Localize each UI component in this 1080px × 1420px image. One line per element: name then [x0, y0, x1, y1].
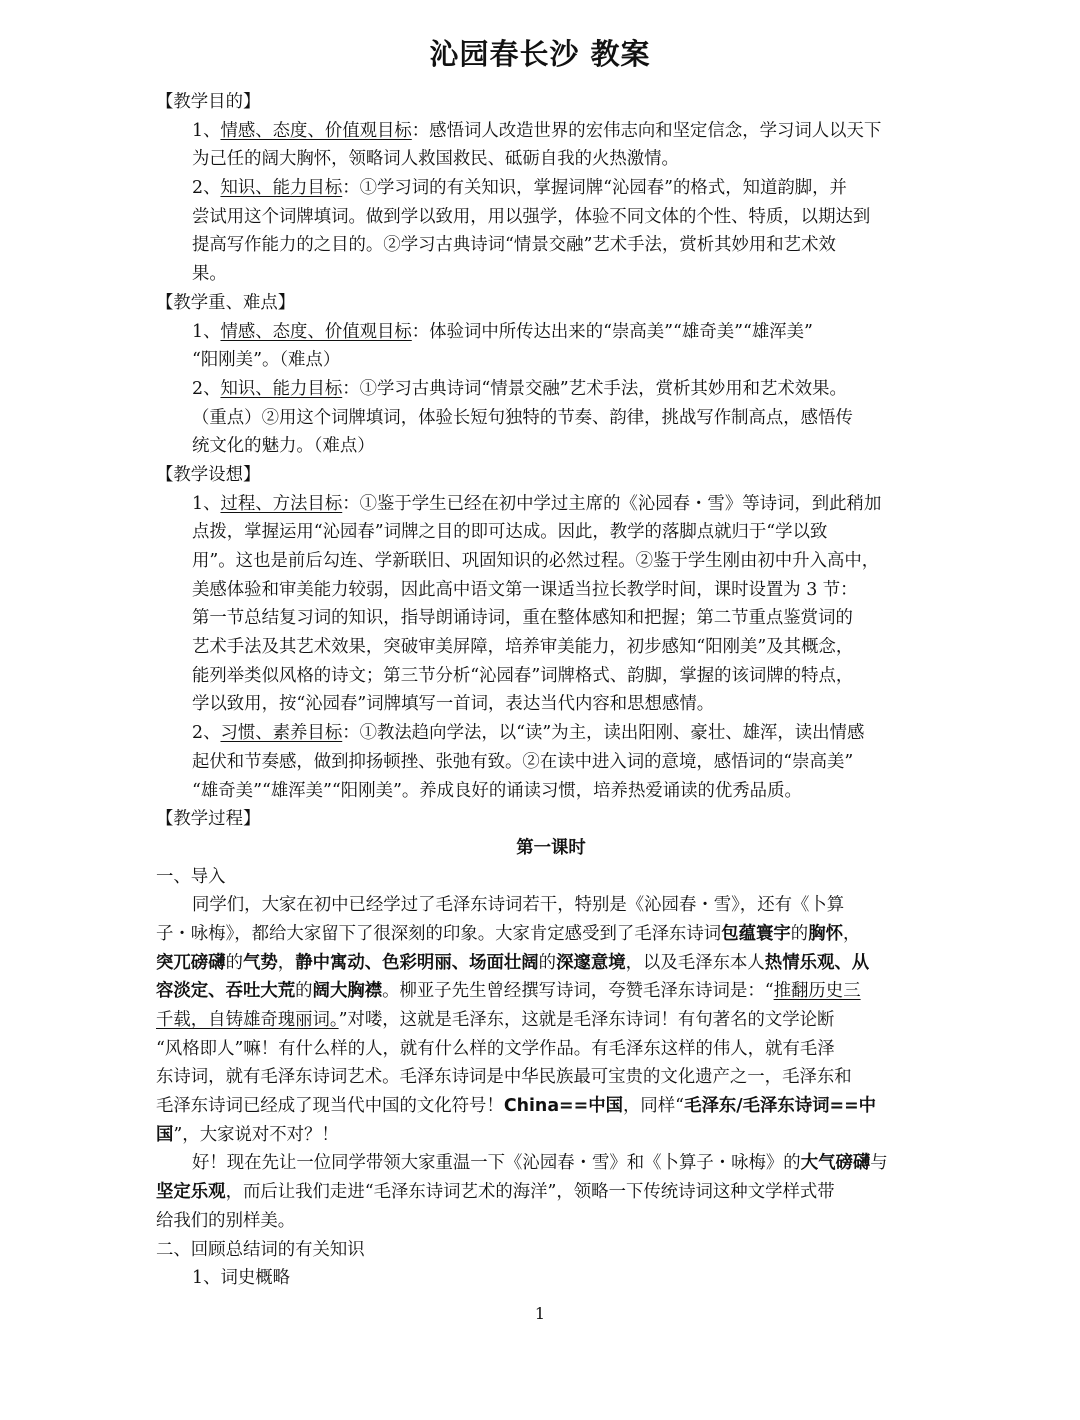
text-line: [156, 805, 946, 834]
text-line: [156, 719, 946, 748]
bold-text: China==中国: [503, 1096, 623, 1117]
underlined-text: 推翻历史三: [773, 981, 861, 1002]
text-segment: ：①学习古典诗词“情景交融”艺术手法，赏析其妙用和艺术效果。: [342, 378, 847, 399]
text-line: [156, 690, 946, 719]
text-segment: 艺术手法及其艺术效果，突破审美屏障，培养审美能力，初步感知“阳刚美”及其概念，: [192, 637, 854, 658]
text-line: [156, 260, 946, 289]
text-line: [156, 117, 946, 146]
document-body: [156, 88, 946, 1293]
text-segment: 毛泽东诗词已经成了现当代中国的文化符号！: [156, 1096, 504, 1117]
underlined-text: 习惯、素养目标: [220, 723, 343, 744]
text-segment: 。柳亚子先生曾经撰写诗词，夸赞毛泽东诗词是：“: [382, 981, 774, 1002]
underlined-text: 情感、态度、价值观目标: [220, 120, 412, 141]
text-segment: 1、词史概略: [192, 1268, 291, 1289]
text-segment: 与: [870, 1153, 888, 1174]
text-segment: ：感悟词人改造世界的宏伟志向和坚定信念，学习词人以天下: [411, 120, 882, 141]
text-segment: 美感体验和审美能力较弱，因此高中语文第一课适当拉长教学时间，课时设置为 3 节：: [192, 579, 858, 600]
text-line: [156, 461, 946, 490]
text-segment: 【教学重、难点】: [156, 292, 296, 313]
text-line: [156, 203, 946, 232]
text-segment: ，而后让我们走进“毛泽东诗词艺术的海洋”，领略一下传统诗词这种文学样式带: [225, 1182, 835, 1203]
text-line: [156, 346, 946, 375]
text-segment: “阳刚美”。（难点）: [192, 350, 341, 371]
text-segment: ：①学习词的有关知识，掌握词牌“沁园春”的格式，知道韵脚，并: [342, 178, 847, 199]
text-line: [156, 604, 946, 633]
text-line: [156, 375, 946, 404]
text-line: [156, 834, 946, 863]
text-segment: 东诗词，就有毛泽东诗词艺术。毛泽东诗词是中华民族最可宝贵的文化遗产之一，毛泽东和: [156, 1067, 852, 1088]
text-segment: 2、: [192, 378, 221, 399]
bold-text: 坚定乐观: [156, 1182, 226, 1203]
text-segment: 的: [225, 952, 243, 973]
text-segment: 【教学过程】: [156, 809, 261, 830]
text-segment: ”，大家说对不对？！: [173, 1124, 339, 1145]
text-segment: ：①鉴于学生已经在初中学过主席的《沁园春・雪》等诗词，到此稍加: [342, 493, 882, 514]
text-line: [156, 289, 946, 318]
text-line: [156, 1035, 946, 1064]
text-line: [156, 231, 946, 260]
bold-text: 包蕴寰宇: [721, 923, 791, 944]
underlined-text: 知识、能力目标: [220, 378, 343, 399]
document-title: 沁园春长沙 教案: [429, 37, 651, 71]
text-line: [156, 633, 946, 662]
bold-text: 胸怀: [808, 923, 843, 944]
text-segment: 2、: [192, 178, 221, 199]
bold-text: 国: [156, 1124, 174, 1145]
text-segment: 第一节总结复习词的知识，指导朗诵诗词，重在整体感知和把握；第二节重点鉴赏词的: [192, 608, 853, 629]
text-line: [156, 1063, 946, 1092]
text-line: [156, 547, 946, 576]
text-line: [156, 490, 946, 519]
text-segment: 尝试用这个词牌填词。做到学以致用，用以强学，体验不同文体的个性、特质，以期达到: [192, 206, 871, 227]
text-segment: 的: [790, 923, 809, 944]
underlined-text: 过程、方法目标: [220, 493, 343, 514]
text-segment: 为己任的阔大胸怀，领略词人救国救民、砥砺自我的火热激情。: [192, 149, 679, 170]
text-line: [156, 1236, 946, 1265]
text-segment: 2、: [192, 723, 221, 744]
text-segment: 同学们，大家在初中已经学过了毛泽东诗词若干，特别是《沁园春・雪》，还有《卜算: [192, 895, 845, 916]
text-line: [156, 662, 946, 691]
text-line: [156, 432, 946, 461]
page-number: 1: [534, 1304, 546, 1323]
text-segment: 果。: [192, 264, 227, 285]
text-segment: 1、: [192, 493, 221, 514]
text-segment: ：①教法趋向学法，以“读”为主，读出阳刚、豪壮、雄浑，读出情感: [342, 723, 865, 744]
text-segment: ”对喽，这就是毛泽东，这就是毛泽东诗词！有句著名的文学论断: [338, 1010, 835, 1030]
text-segment: 1、: [192, 321, 221, 342]
text-line: [156, 145, 946, 174]
text-line: [156, 318, 946, 347]
text-line: [156, 518, 946, 547]
text-segment: ，: [277, 952, 296, 973]
text-line: [156, 777, 946, 806]
underlined-text: 千载，自铸雄奇瑰丽词。: [156, 1010, 339, 1030]
text-line: [156, 404, 946, 433]
bold-text: 静中寓动、色彩明丽、场面壮阔: [295, 952, 539, 973]
text-segment: ：体验词中所传达出来的“崇高美”“雄奇美”“雄浑美”: [411, 321, 813, 342]
text-segment: ，同样“: [622, 1096, 685, 1117]
bold-text: 大气磅礴: [800, 1153, 871, 1174]
underlined-text: 知识、能力目标: [220, 178, 343, 199]
text-segment: ，: [842, 923, 861, 944]
text-segment: 能列举类似风格的诗文；第三节分析“沁园春”词牌格式、韵脚，掌握的该词牌的特点，: [192, 665, 854, 686]
text-segment: “风格即人”嘛！有什么样的人，就有什么样的文学作品。有毛泽东这样的伟人，就有毛泽: [156, 1038, 835, 1059]
text-line: [156, 1207, 946, 1236]
text-line: [156, 863, 946, 892]
text-segment: （重点）②用这个词牌填词，体验长短句独特的节奏、韵律，挑战写作制高点，感悟传: [192, 407, 853, 428]
text-segment: 起伏和节奏感，做到抑扬顿挫、张弛有致。②在读中进入词的意境，感悟词的“崇高美”: [192, 751, 854, 772]
bold-text: 气势: [242, 952, 278, 973]
text-line: [156, 1149, 946, 1178]
bold-text: 深邃意境: [556, 952, 626, 973]
text-segment: 子・咏梅》，都给大家留下了很深刻的印象。大家肯定感受到了毛泽东诗词: [156, 923, 722, 944]
text-line: [156, 88, 946, 117]
text-segment: 提高写作能力的之目的。②学习古典诗词“情景交融”艺术手法，赏析其妙用和艺术效: [192, 235, 836, 256]
bold-text: 突兀磅礴: [156, 952, 226, 973]
text-segment: 【教学目的】: [156, 92, 261, 112]
text-segment: 第一课时: [516, 837, 586, 858]
text-segment: 的: [538, 952, 557, 973]
text-segment: 的: [295, 981, 313, 1002]
text-line: [156, 174, 946, 203]
text-line: [156, 1006, 946, 1035]
text-line: [156, 891, 946, 920]
text-line: [156, 748, 946, 777]
text-line: [156, 949, 946, 978]
text-segment: 【教学设想】: [156, 464, 261, 485]
bold-text: 阔大胸襟: [312, 981, 383, 1002]
text-segment: 二、回顾总结词的有关知识: [156, 1239, 365, 1260]
text-line: [156, 1178, 946, 1207]
text-segment: 用”。这也是前后勾连、学新联旧、巩固知识的必然过程。②鉴于学生刚由初中升入高中，: [192, 551, 880, 571]
text-segment: 点拨，掌握运用“沁园春”词牌之目的即可达成。因此，教学的落脚点就归于“学以致: [192, 522, 828, 543]
text-segment: “雄奇美”“雄浑美”“阳刚美”。养成良好的诵读习惯，培养热爱诵读的优秀品质。: [192, 780, 802, 801]
text-segment: 1、: [192, 120, 221, 141]
bold-text: 容淡定、吞吐大荒: [156, 981, 296, 1002]
text-line: [156, 1264, 946, 1293]
text-segment: ，以及毛泽东本人: [625, 952, 765, 973]
text-segment: 统文化的魅力。（难点）: [192, 436, 375, 457]
text-segment: 学以致用，按“沁园春”词牌填写一首词，表达当代内容和思想感情。: [192, 694, 715, 715]
text-line: [156, 576, 946, 605]
text-segment: 好！现在先让一位同学带领大家重温一下《沁园春・雪》和《卜算子・咏梅》的: [192, 1153, 801, 1174]
underlined-text: 情感、态度、价值观目标: [220, 321, 412, 342]
text-segment: 给我们的别样美。: [156, 1210, 296, 1231]
text-line: [156, 977, 946, 1006]
text-segment: 一、导入: [156, 866, 226, 887]
bold-text: 热情乐观、从: [764, 952, 870, 973]
text-line: [156, 1121, 946, 1150]
bold-text: 毛泽东/毛泽东诗词==中: [684, 1096, 877, 1117]
text-line: [156, 920, 946, 949]
text-line: [156, 1092, 946, 1121]
